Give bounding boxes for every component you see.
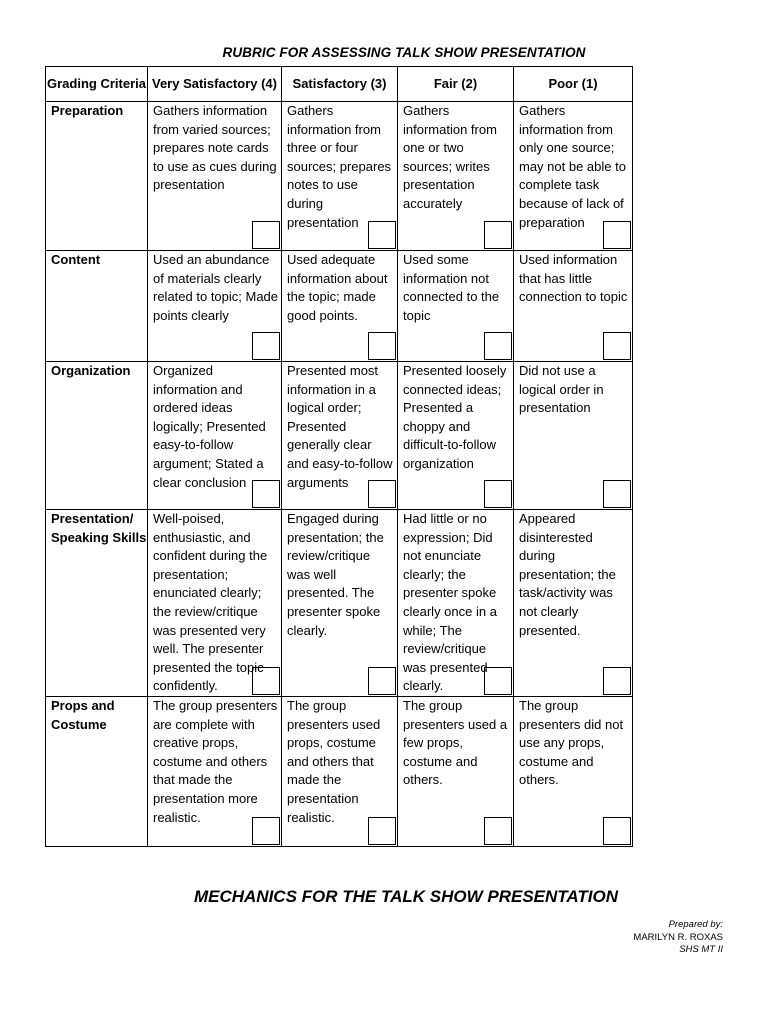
table-row — [46, 696, 633, 846]
cell-text: Used adequate information about the topic; made good points. — [287, 252, 388, 323]
score-checkbox[interactable] — [484, 667, 512, 695]
score-checkbox[interactable] — [603, 667, 631, 695]
rubric-cell — [148, 251, 282, 362]
criteria-cell: Content — [46, 251, 148, 362]
cell-text: Gathers information from three or four sources; prepares notes to use during presentation — [287, 103, 392, 230]
cell-text: Did not use a logical order in presentation — [519, 363, 604, 416]
score-checkbox[interactable] — [252, 817, 280, 845]
preparer-name: MARILYN R. ROXAS — [633, 931, 723, 943]
score-checkbox[interactable] — [484, 332, 512, 360]
rubric-cell — [398, 696, 514, 846]
prepared-by-block — [633, 919, 723, 957]
criteria-cell: Preparation — [46, 102, 148, 251]
rubric-table — [45, 66, 633, 847]
cell-text: Used some information not connected to the topic — [403, 252, 500, 323]
rubric-cell — [282, 251, 398, 362]
score-checkbox[interactable] — [484, 221, 512, 249]
rubric-cell — [282, 362, 398, 510]
rubric-cell — [514, 362, 633, 510]
header-satisfactory: Satisfactory (3) — [282, 67, 398, 102]
rubric-cell — [398, 510, 514, 697]
cell-text: Well-poised, enthusiastic, and confident during the presentation; enunciated clearly; the review/critique was presented very well. The presenter presented the topic confidently. — [153, 511, 268, 694]
cell-text: Had little or no expression; Did not enunciate clearly; the presenter spoke clearly once in a while; The review/critique was presented clearly. — [403, 511, 497, 694]
rubric-cell — [148, 696, 282, 846]
score-checkbox[interactable] — [603, 480, 631, 508]
header-poor: Poor (1) — [514, 67, 633, 102]
score-checkbox[interactable] — [603, 332, 631, 360]
cell-text: Used an abundance of materials clearly related to topic; Made points clearly — [153, 252, 279, 323]
score-checkbox[interactable] — [484, 817, 512, 845]
rubric-cell — [514, 251, 633, 362]
prepared-by-label: Prepared by: — [668, 919, 723, 930]
score-checkbox[interactable] — [603, 221, 631, 249]
score-checkbox[interactable] — [603, 817, 631, 845]
table-row — [46, 510, 633, 697]
score-checkbox[interactable] — [252, 480, 280, 508]
cell-text: Used information that has little connection to topic — [519, 252, 628, 305]
score-checkbox[interactable] — [484, 480, 512, 508]
table-row — [46, 251, 633, 362]
cell-text: Presented most information in a logical order; Presented generally clear and easy-to-follow arguments — [287, 363, 393, 490]
rubric-cell — [148, 510, 282, 697]
cell-text: Gathers information from only one source; may not be able to complete task because of lack of preparation — [519, 103, 626, 230]
score-checkbox[interactable] — [252, 332, 280, 360]
rubric-cell — [148, 102, 282, 251]
rubric-cell — [148, 362, 282, 510]
score-checkbox[interactable] — [368, 667, 396, 695]
rubric-cell — [282, 696, 398, 846]
criteria-cell: Props and Costume — [46, 696, 148, 846]
score-checkbox[interactable] — [368, 332, 396, 360]
cell-text: The group presenters used a few props, costume and others. — [403, 697, 508, 788]
rubric-cell — [282, 102, 398, 251]
mechanics-title: MECHANICS FOR THE TALK SHOW PRESENTATION — [193, 887, 619, 906]
rubric-cell — [514, 510, 633, 697]
cell-text: The group presenters are complete with creative props, costume and others that made the presentation more realistic. — [153, 697, 278, 825]
cell-text: Organized information and ordered ideas logically; Presented easy-to-follow argument; Stated a clear conclusion — [153, 363, 266, 490]
score-checkbox[interactable] — [252, 221, 280, 249]
rubric-cell — [398, 102, 514, 251]
rubric-title: RUBRIC FOR ASSESSING TALK SHOW PRESENTATION — [222, 45, 586, 60]
cell-text: Gathers information from one or two sources; writes presentation accurately — [403, 103, 497, 211]
rubric-cell — [398, 362, 514, 510]
header-fair: Fair (2) — [398, 67, 514, 102]
criteria-cell: Presentation/ Speaking Skills — [46, 510, 148, 697]
cell-text: Appeared disinterested during presentation; the task/activity was not clearly presented. — [519, 511, 616, 638]
rubric-cell — [398, 251, 514, 362]
table-row — [46, 102, 633, 251]
score-checkbox[interactable] — [368, 817, 396, 845]
cell-text: The group presenters did not use any props, costume and others. — [519, 697, 624, 788]
header-very-satisfactory: Very Satisfactory (4) — [148, 67, 282, 102]
header-grading-criteria: Grading Criteria — [46, 67, 148, 102]
table-row — [46, 362, 633, 510]
rubric-cell — [514, 696, 633, 846]
cell-text: Presented loosely connected ideas; Presented a choppy and difficult-to-follow organization — [403, 363, 507, 471]
rubric-cell — [282, 510, 398, 697]
score-checkbox[interactable] — [252, 667, 280, 695]
score-checkbox[interactable] — [368, 221, 396, 249]
preparer-position: SHS MT II — [679, 944, 723, 955]
cell-text: The group presenters used props, costume and others that made the presentation realistic. — [287, 697, 381, 825]
cell-text: Gathers information from varied sources; prepares note cards to use as cues during presentation — [153, 103, 277, 193]
cell-text: Engaged during presentation; the review/critique was well presented. The presenter spoke clearly. — [287, 511, 384, 638]
header-row — [46, 67, 633, 102]
rubric-cell — [514, 102, 633, 251]
score-checkbox[interactable] — [368, 480, 396, 508]
criteria-cell: Organization — [46, 362, 148, 510]
